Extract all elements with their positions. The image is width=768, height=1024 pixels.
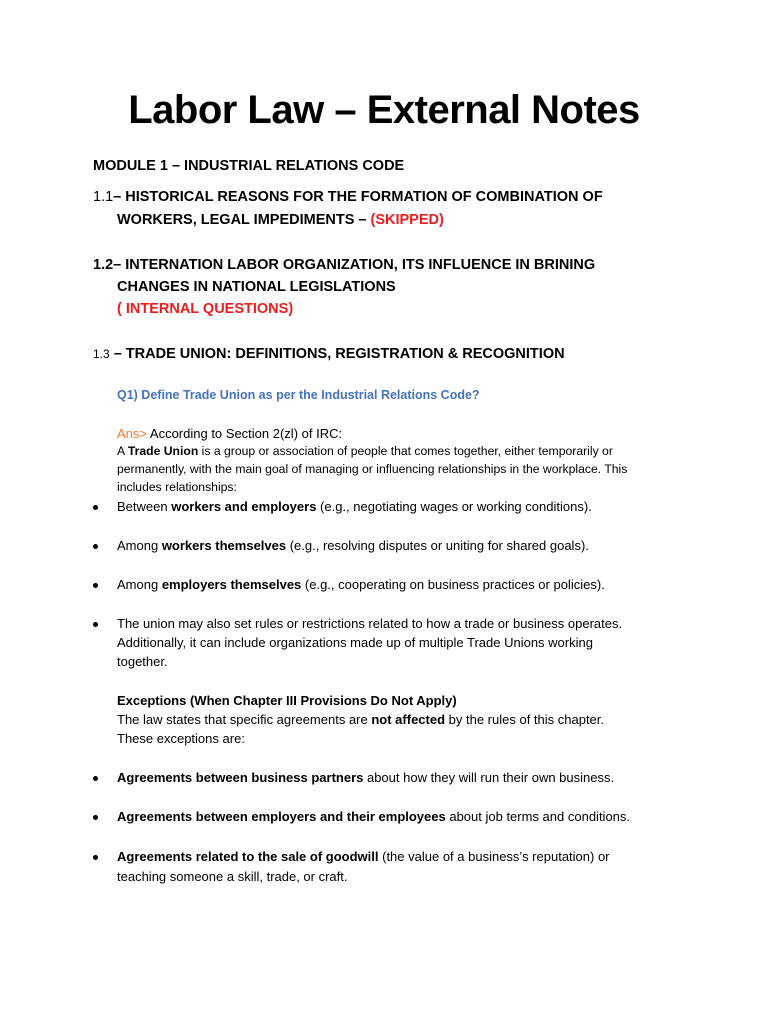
- exception-item: [117, 770, 614, 785]
- answer-lead-row: [117, 426, 342, 441]
- bullet-icon: [93, 776, 98, 781]
- list-item: [117, 538, 589, 553]
- exception-item-bold: Agreements between business partners: [117, 770, 364, 785]
- list-item-line3: together.: [117, 654, 168, 669]
- section-1-3-heading: [93, 346, 565, 362]
- question-q1: Q1) Define Trade Union as per the Industrial Relations Code?: [117, 388, 480, 402]
- list-item-pre: Among: [117, 577, 162, 592]
- list-item-post: (e.g., negotiating wages or working conditions).: [316, 499, 592, 514]
- bullet-icon: [93, 544, 98, 549]
- definition-term: Trade Union: [127, 444, 199, 458]
- answer-prefix: Ans>: [117, 426, 147, 441]
- section-1-2-line2: CHANGES IN NATIONAL LEGISLATIONS: [117, 279, 396, 295]
- module-heading: MODULE 1 – INDUSTRIAL RELATIONS CODE: [93, 158, 405, 174]
- bullet-icon: [93, 855, 98, 860]
- bullet-icon: [93, 815, 98, 820]
- list-item: [117, 499, 592, 514]
- list-item-post: (e.g., cooperating on business practices or policies).: [301, 577, 605, 592]
- exception-item-bold: Agreements between employers and their employees: [117, 809, 446, 824]
- exception-item-post: (the value of a business’s reputation) or: [378, 849, 610, 864]
- section-1-1-line2-row: [117, 212, 444, 228]
- exceptions-intro-post: by the rules of this chapter.: [445, 712, 605, 727]
- section-1-1-line1: – HISTORICAL REASONS FOR THE FORMATION OF COMBINATION OF: [113, 189, 603, 205]
- exception-item-post: about how they will run their own business.: [363, 770, 615, 785]
- section-1-1-tag: (SKIPPED): [370, 212, 444, 228]
- bullet-icon: [93, 505, 98, 510]
- exceptions-heading: Exceptions (When Chapter III Provisions Do Not Apply): [117, 693, 457, 708]
- exception-item-post: about job terms and conditions.: [445, 809, 631, 824]
- list-item-bold: workers and employers: [171, 499, 317, 514]
- section-1-3-line1: – TRADE UNION: DEFINITIONS, REGISTRATION & RECOGNITION: [109, 346, 565, 362]
- bullet-icon: [93, 583, 98, 588]
- definition-a: A: [117, 444, 128, 458]
- section-1-1-line2: WORKERS, LEGAL IMPEDIMENTS –: [117, 212, 371, 228]
- list-item: [117, 577, 605, 592]
- section-1-2-line1: – INTERNATION LABOR ORGANIZATION, ITS INFLUENCE IN BRINING: [113, 257, 596, 273]
- section-1-1-heading: [93, 189, 603, 205]
- exceptions-intro-line2: These exceptions are:: [117, 731, 245, 746]
- exception-item: [117, 849, 610, 864]
- section-1-2-number: 1.2: [93, 257, 114, 273]
- section-1-2-tag: ( INTERNAL QUESTIONS): [117, 301, 294, 317]
- section-1-3-number: 1.3: [93, 347, 110, 361]
- exceptions-intro-line1: [117, 712, 604, 727]
- list-item-bold: employers themselves: [161, 577, 302, 592]
- definition-b: is a group or association of people that comes together, either temporarily or: [198, 444, 613, 458]
- section-1-1-number: 1.1: [93, 189, 114, 205]
- bullet-icon: [93, 622, 98, 627]
- list-item-pre: Between: [117, 499, 172, 514]
- exception-item-bold: Agreements related to the sale of goodwill: [117, 849, 379, 864]
- definition-line1: [117, 444, 613, 458]
- exceptions-intro-pre: The law states that specific agreements are: [117, 712, 372, 727]
- definition-line3: includes relationships:: [117, 480, 237, 494]
- list-item-line1: The union may also set rules or restrictions related to how a trade or business operates.: [117, 616, 623, 631]
- section-1-2-heading: [93, 257, 595, 273]
- definition-line2: permanently, with the main goal of managing or influencing relationships in the workplace. This: [117, 462, 628, 476]
- page-title: Labor Law – External Notes: [128, 88, 640, 132]
- list-item-line2: Additionally, it can include organizations made up of multiple Trade Unions working: [117, 635, 593, 650]
- exception-item-line2: teaching someone a skill, trade, or craft.: [117, 869, 348, 884]
- exceptions-intro-bold: not affected: [371, 712, 446, 727]
- exception-item: [117, 809, 630, 824]
- list-item-pre: Among: [117, 538, 162, 553]
- answer-lead: According to Section 2(zl) of IRC:: [147, 426, 343, 441]
- list-item-bold: workers themselves: [161, 538, 287, 553]
- list-item-post: (e.g., resolving disputes or uniting for shared goals).: [286, 538, 589, 553]
